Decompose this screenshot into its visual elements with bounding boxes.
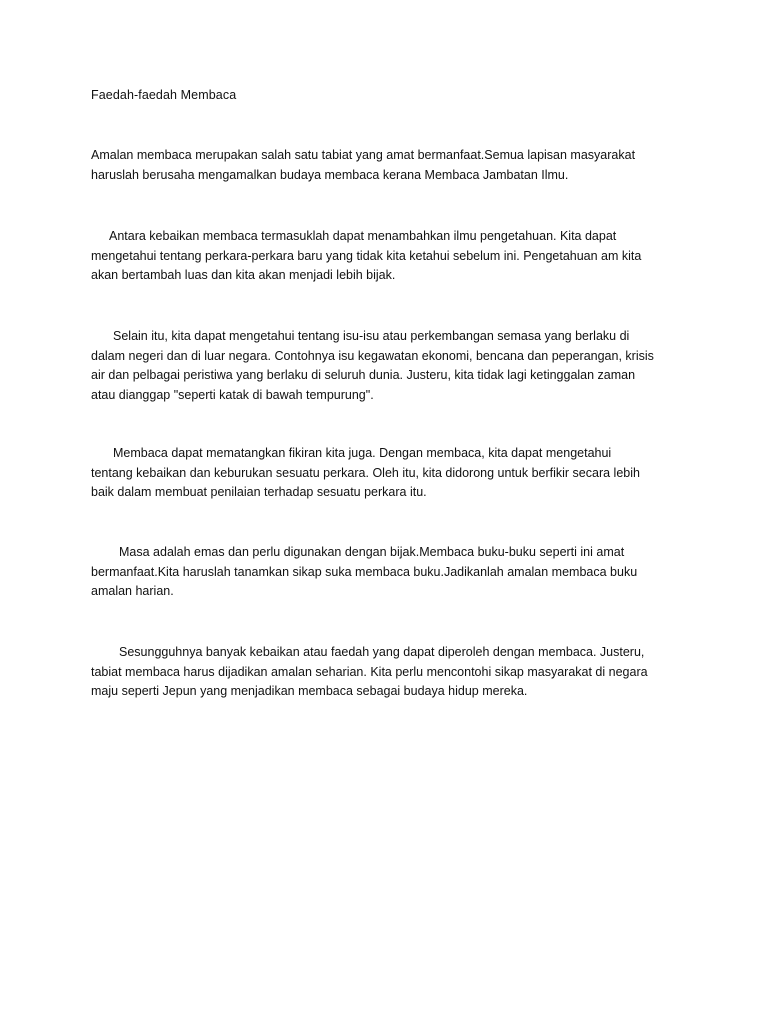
paragraph-time-is-gold: Masa adalah emas dan perlu digunakan dengan bijak.Membaca buku-buku seperti ini amat bermanfaat.Kita haruslah tanamkan sikap suka membaca buku.Jadikanlah amalan membaca buku amalan harian.	[91, 545, 638, 598]
document-title: Faedah-faedah Membaca	[91, 88, 237, 102]
paragraph-mature-thinking: Membaca dapat mematangkan fikiran kita juga. Dengan membaca, kita dapat mengetahui tentang kebaikan dan keburukan sesuatu perkara. Oleh itu, kita didorong untuk berfikir secara lebih baik dalam membuat penilaian terhadap sesuatu perkara itu.	[91, 446, 640, 499]
paragraph-intro: Amalan membaca merupakan salah satu tabiat yang amat bermanfaat.Semua lapisan masyarakat haruslah berusaha mengamalkan budaya membaca kerana Membaca Jambatan Ilmu.	[91, 148, 636, 182]
paragraph-conclusion: Sesungguhnya banyak kebaikan atau faedah yang dapat diperoleh dengan membaca. Justeru, tabiat membaca harus dijadikan amalan seharian. Kita perlu mencontohi sikap masyarakat di negara maju seperti Jepun yang menjadikan membaca sebagai budaya hidup mereka.	[91, 645, 648, 698]
paragraph-knowledge: Antara kebaikan membaca termasuklah dapat menambahkan ilmu pengetahuan. Kita dapat mengetahui tentang perkara-perkara baru yang tidak kita ketahui sebelum ini. Pengetahuan am kita akan bertambah luas dan kita akan menjadi lebih bijak.	[91, 229, 642, 282]
paragraph-current-issues: Selain itu, kita dapat mengetahui tentang isu-isu atau perkembangan semasa yang berlaku di dalam negeri dan di luar negara. Contohnya isu kegawatan ekonomi, bencana dan peperangan, krisis air dan pelbagai peristiwa yang berlaku di seluruh dunia. Justeru, kita tidak lagi ketinggalan zaman atau dianggap "seperti katak di bawah tempurung".	[91, 329, 654, 402]
